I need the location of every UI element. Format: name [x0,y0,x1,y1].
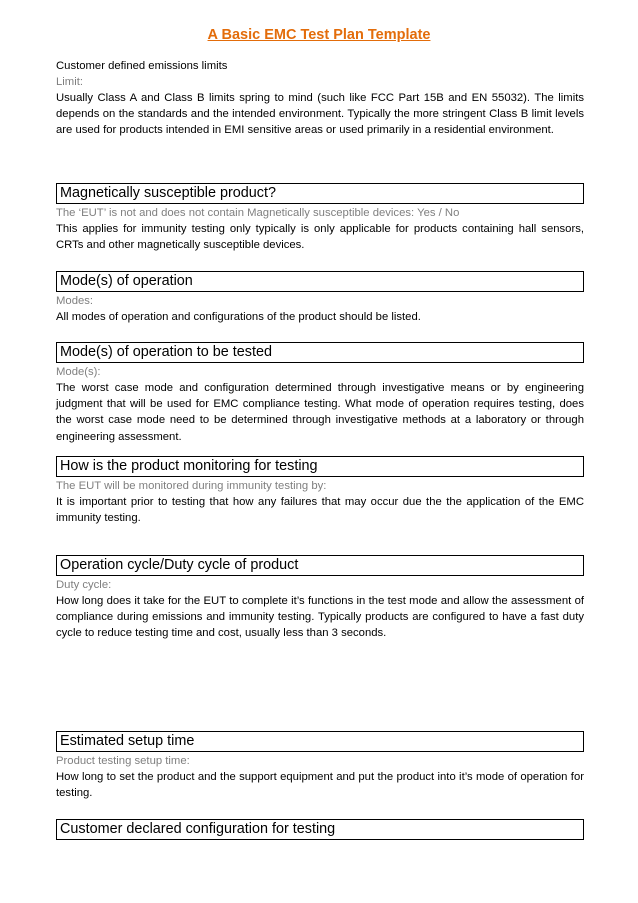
section-magnetic [56,183,584,253]
section-label: Mode(s): [56,366,101,378]
intro-label: Limit: [56,76,83,88]
section-label: Modes: [56,295,94,307]
intro-line: Customer defined emissions limits [56,60,228,72]
section-body: How long does it take for the EUT to complete it’s functions in the test mode and allow the assessment of compliance during emissions and immunity testing. Typically products are configured to have a fast duty cycle to reduce testing time and cost, usually less than 3 seconds. [56,595,584,640]
section-monitoring [56,456,584,526]
section-customer-config [56,819,584,841]
section-body: The worst case mode and configuration determined through investigative means or by engineering judgment that will be used for EMC compliance testing. What mode of operation requires testing, does the worst case mode need to be determined through investigative methods at a laboratory or through engineering assessment. [56,382,584,443]
intro-body: Usually Class A and Class B limits spring to mind (such like FCC Part 15B and EN 55032). The limits depends on the standards and the intended environment. Typically the more stringent Class B limit levels are used for products intended in EMI sensitive areas or used primarily in a residential environment. [56,92,584,137]
section-heading: Mode(s) of operation to be tested [56,342,584,363]
section-label: Duty cycle: [56,579,112,591]
section-label: Product testing setup time: [56,755,190,767]
section-setup-time [56,731,584,801]
section-modes [56,271,584,325]
section-body: All modes of operation and configurations of the product should be listed. [56,311,421,323]
section-heading: Customer declared configuration for testing [56,819,584,840]
section-body: How long to set the product and the support equipment and put the product into it’s mode of operation for testing. [56,771,584,800]
section-body: It is important prior to testing that how any failures that may occur due the the application of the EMC immunity testing. [56,496,584,525]
section-label: The EUT will be monitored during immunity testing by: [56,480,327,492]
section-heading: How is the product monitoring for testing [56,456,584,477]
section-heading: Operation cycle/Duty cycle of product [56,555,584,576]
section-modes-tested [56,342,584,445]
section-body: This applies for immunity testing only typically is only applicable for products containing hall sensors, CRTs and other magnetically susceptible devices. [56,223,584,252]
section-heading: Mode(s) of operation [56,271,584,292]
intro-section [56,58,584,139]
document-title: A Basic EMC Test Plan Template [207,27,431,43]
section-heading: Magnetically susceptible product? [56,183,584,204]
section-heading: Estimated setup time [56,731,584,752]
section-duty-cycle [56,555,584,642]
section-label: The ‘EUT’ is not and does not contain Magnetically susceptible devices: Yes / No [56,207,460,219]
